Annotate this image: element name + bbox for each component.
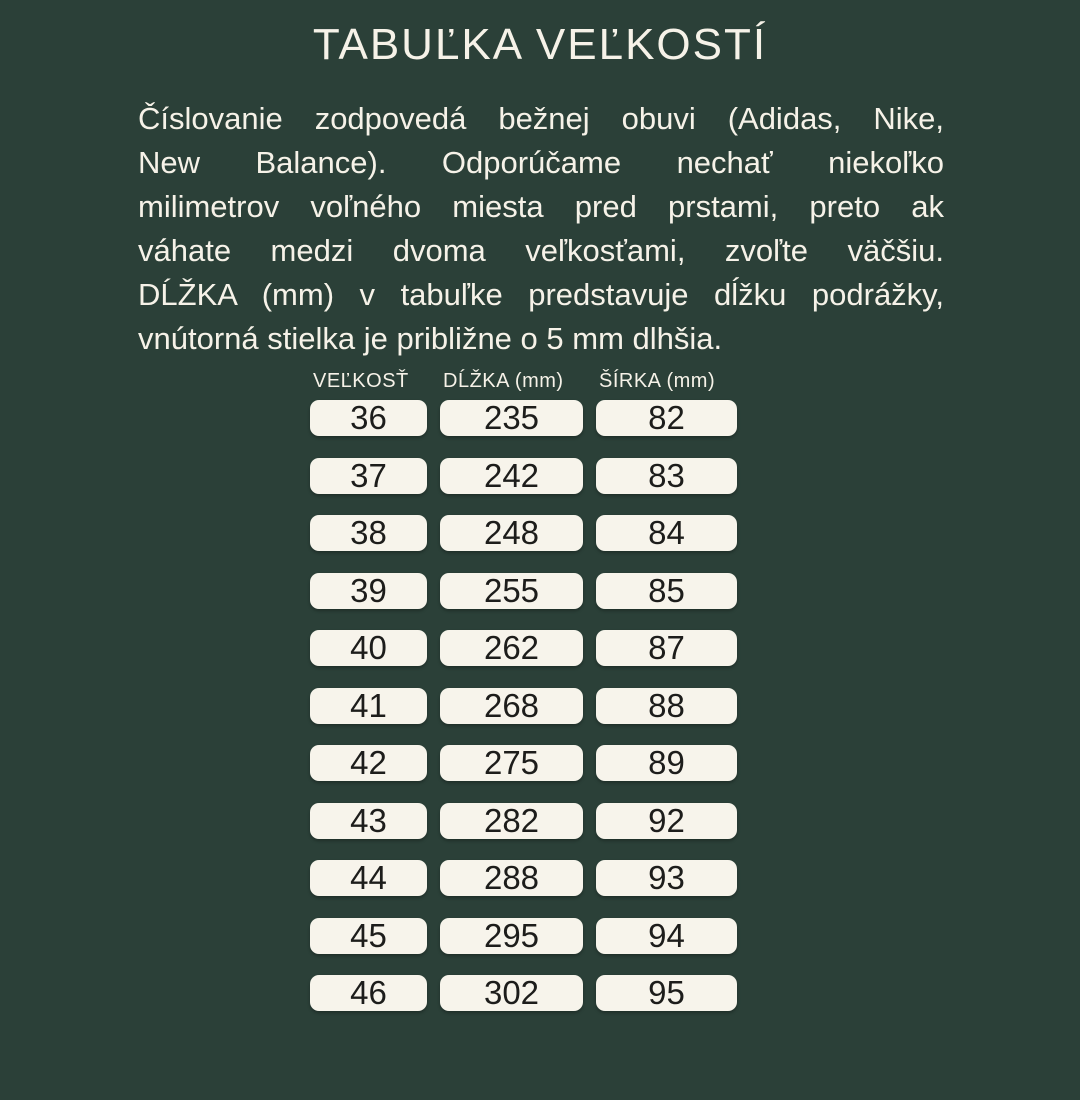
size-cell: 43	[310, 803, 427, 839]
size-cell: 46	[310, 975, 427, 1011]
size-cell: 94	[596, 918, 737, 954]
size-cell: 288	[440, 860, 583, 896]
size-cell: 42	[310, 745, 427, 781]
size-cell: 40	[310, 630, 427, 666]
size-cell: 248	[440, 515, 583, 551]
size-cell: 268	[440, 688, 583, 724]
page-title: TABUĽKA VEĽKOSTÍ	[312, 20, 768, 69]
intro-line: DĹŽKA (mm) v tabuľke predstavuje dĺžku podrážky,	[138, 277, 944, 312]
size-cell: 84	[596, 515, 737, 551]
size-cell: 39	[310, 573, 427, 609]
size-cell: 83	[596, 458, 737, 494]
intro-paragraph	[138, 97, 944, 361]
size-cell: 41	[310, 688, 427, 724]
size-cell: 275	[440, 745, 583, 781]
intro-line: váhate medzi dvoma veľkosťami, zvoľte väčšiu.	[138, 233, 944, 268]
size-cell: 92	[596, 803, 737, 839]
size-cell: 255	[440, 573, 583, 609]
size-cell: 95	[596, 975, 737, 1011]
size-cell: 38	[310, 515, 427, 551]
size-cell: 282	[440, 803, 583, 839]
intro-line: milimetrov voľného miesta pred prstami, preto ak	[138, 189, 944, 224]
intro-line: Číslovanie zodpovedá bežnej obuvi (Adidas, Nike,	[138, 101, 944, 136]
size-cell: 235	[440, 400, 583, 436]
column-header: VEĽKOSŤ	[313, 370, 409, 392]
size-cell: 93	[596, 860, 737, 896]
size-cell: 45	[310, 918, 427, 954]
size-table-header-row	[310, 370, 738, 393]
size-cell: 295	[440, 918, 583, 954]
column-header: DĹŽKA (mm)	[443, 370, 564, 392]
column-header: ŠÍRKA (mm)	[599, 370, 716, 392]
size-table-body	[310, 400, 738, 1011]
intro-line: New Balance). Odporúčame nechať niekoľko	[138, 145, 944, 180]
size-cell: 89	[596, 745, 737, 781]
size-cell: 88	[596, 688, 737, 724]
size-cell: 87	[596, 630, 737, 666]
size-cell: 37	[310, 458, 427, 494]
size-cell: 44	[310, 860, 427, 896]
size-cell: 242	[440, 458, 583, 494]
size-cell: 36	[310, 400, 427, 436]
size-cell: 85	[596, 573, 737, 609]
size-chart-page	[0, 20, 1080, 1100]
size-table	[310, 370, 738, 1011]
size-cell: 82	[596, 400, 737, 436]
size-cell: 302	[440, 975, 583, 1011]
intro-line: vnútorná stielka je približne o 5 mm dlhšia.	[138, 321, 723, 356]
size-cell: 262	[440, 630, 583, 666]
